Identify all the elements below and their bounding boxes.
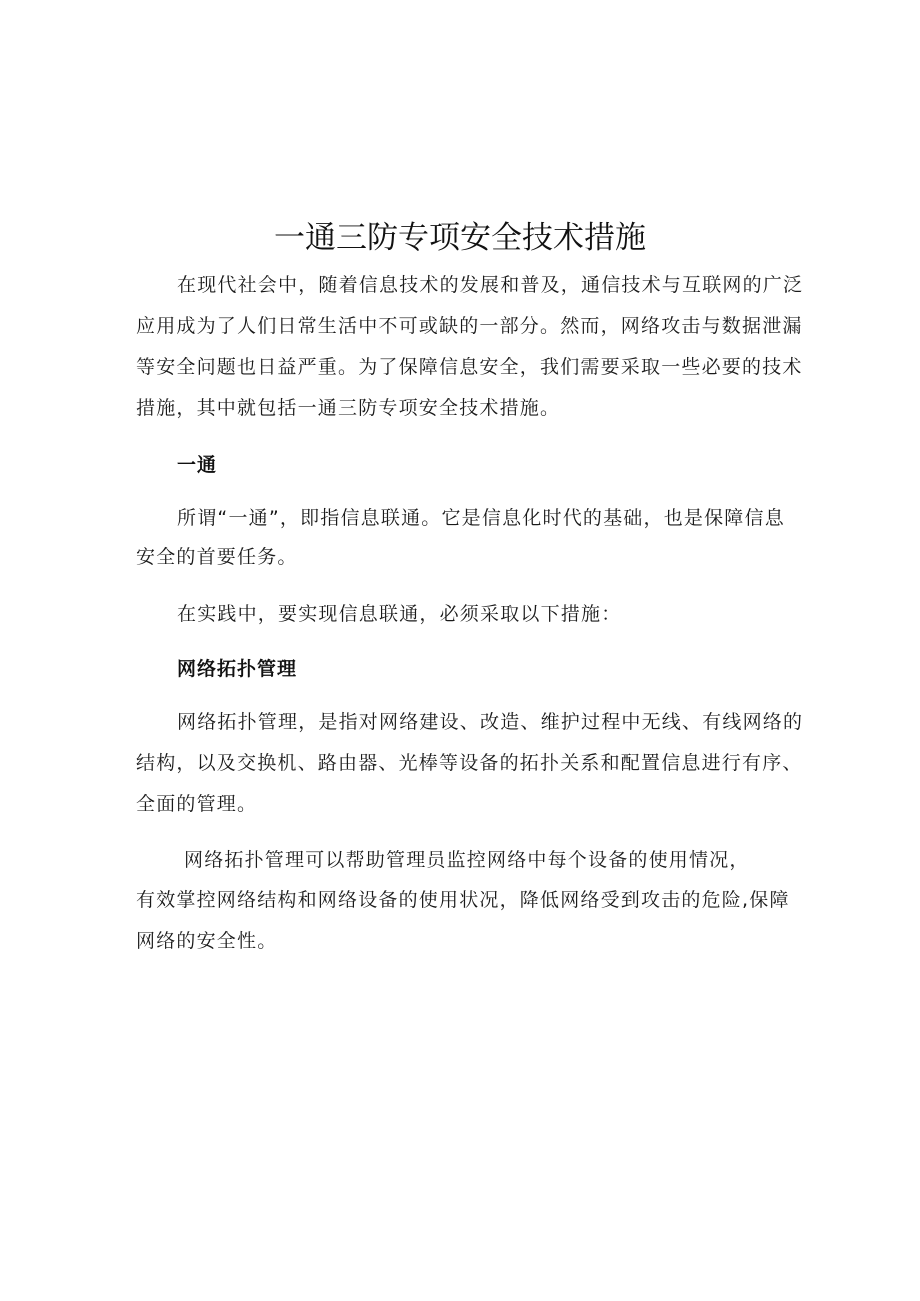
subsection-heading-topology: 网络拓扑管理 [177,658,298,680]
subsection-para1-line-1: 网络拓扑管理，是指对网络建设、改造、维护过程中无线、有线网络的 [177,711,804,733]
intro-line-3: 等安全问题也日益严重。为了保障信息安全，我们需要采取一些必要的技术 [136,356,803,378]
document-title: 一通三防专项安全技术措施 [274,220,646,256]
subsection-para1-line-2: 结构，以及交换机、路由器、光棒等设备的拓扑关系和配置信息进行有序、 [136,752,803,774]
subsection-para2-line-2: 有效掌控网络结构和网络设备的使用状况，降低网络受到攻击的危险,保障 [136,889,790,911]
subsection-para1-line-3: 全面的管理。 [136,793,258,815]
intro-line-1: 在现代社会中，随着信息技术的发展和普及，通信技术与互联网的广泛 [177,274,804,296]
intro-line-2: 应用成为了人们日常生活中不可或缺的一部分。然而，网络攻击与数据泄漏 [136,315,803,337]
section1-para1-line-2: 安全的首要任务。 [136,546,298,568]
intro-line-4: 措施，其中就包括一通三防专项安全技术措施。 [136,397,561,419]
section1-para2-line-1: 在实践中，要实现信息联通，必须采取以下措施： [177,603,622,625]
subsection-para2-line-3: 网络的安全性。 [136,930,278,952]
subsection-para2-line-1: 网络拓扑管理可以帮助管理员监控网络中每个设备的使用情况， [184,849,750,871]
section-heading-yitong: 一通 [177,454,218,476]
section1-para1-line-1: 所谓“一通”，即指信息联通。它是信息化时代的基础，也是保障信息 [177,507,785,529]
